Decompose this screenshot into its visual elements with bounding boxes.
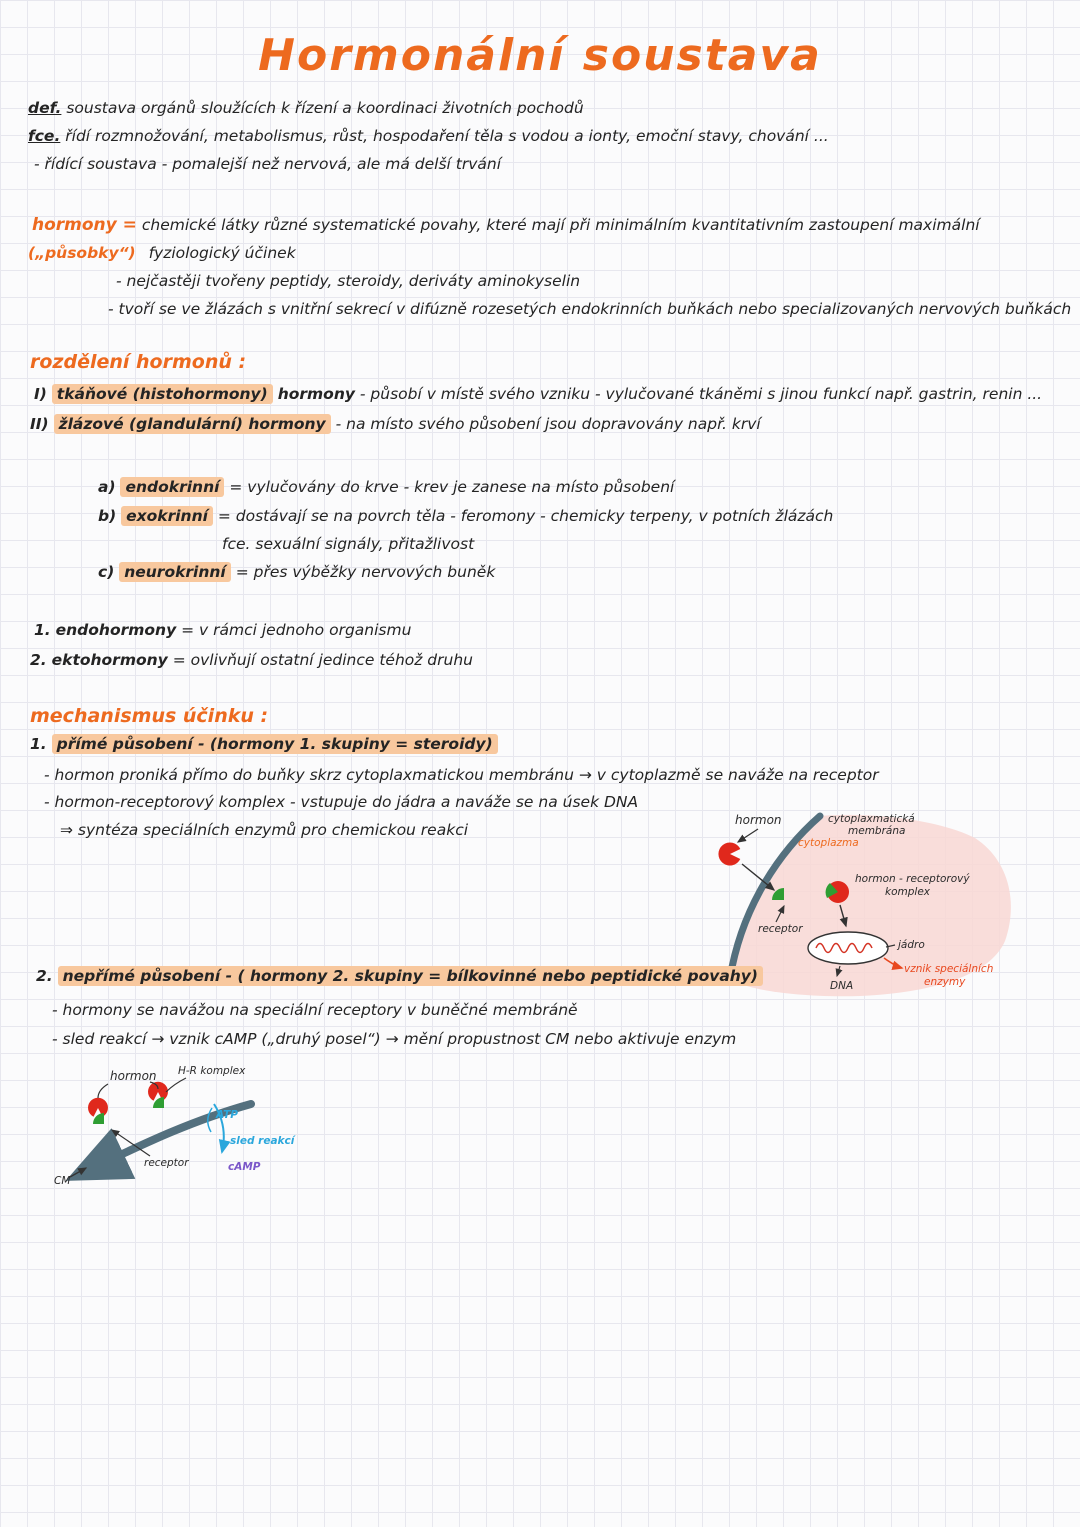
cytoplasm-label: cytoplazma — [798, 837, 859, 849]
neurocrine-text: = přes výběžky nervových buněk — [235, 563, 496, 581]
neurocrine-term: neurokrinní — [119, 562, 231, 582]
exocrine-text: = dostávají se na povrch těla - feromony - chemicky terpeny, v potních žlázách — [217, 507, 834, 525]
letter-c: c) — [98, 563, 115, 581]
exocrine-line — [98, 506, 833, 527]
hormone-shape-2 — [148, 1082, 168, 1101]
hormone-shape-1 — [88, 1098, 108, 1117]
mechanism-number-2: 2. — [36, 967, 53, 985]
direct-action-detail-1: - hormon proniká přímo do buňky skrz cytoplaxmatickou membránu → v cytoplazmě se naváže na receptor — [44, 766, 879, 784]
endohormones-text: = v rámci jednoho organismu — [181, 621, 412, 639]
exocrine-term: exokrinní — [121, 506, 213, 526]
cascade-label: sled reakcí — [230, 1135, 295, 1147]
indirect-action-detail-2: - sled reakcí → vznik cAMP („druhý posel“) → mění propustnost CM nebo aktivuje enzym — [52, 1030, 737, 1048]
hormone-connector-1 — [98, 1084, 108, 1098]
hormones-def2: fyziologický účinek — [148, 244, 296, 262]
hormones-def1: chemické látky různé systematické povahy, které mají při minimálním kvantitativním zastoupení maximální — [141, 216, 980, 234]
indirect-action-term: nepřímé působení - ( hormony 2. skupiny = bílkovinné nebo peptidické povahy) — [58, 966, 763, 986]
endocrine-term: endokrinní — [120, 477, 224, 497]
hr-complex-label: H-R komplex — [178, 1065, 246, 1077]
endocrine-line — [98, 477, 674, 498]
receptor-shape-1 — [93, 1113, 104, 1124]
dna-label: DNA — [830, 980, 854, 992]
gland-hormones-text: - na místo svého působení jsou dopravovány např. krví — [335, 415, 761, 433]
number-2: 2. — [30, 651, 47, 669]
exocrine-subnote: fce. sexuální signály, přitažlivost — [222, 535, 475, 553]
camp-mechanism-svg — [46, 1062, 316, 1197]
complex-label-2: komplex — [885, 886, 930, 898]
receptor-shape-2 — [153, 1097, 164, 1108]
def-label: def. — [28, 99, 62, 117]
ektohormones-text: = ovlivňují ostatní jedince téhož druhu — [172, 651, 473, 669]
membrane-label-1: cytoplaxmatická — [828, 813, 915, 825]
hr-complex-connector — [166, 1078, 186, 1092]
receptor-label: receptor — [144, 1157, 189, 1169]
gland-hormones-term: žlázové (glandulární) hormony — [54, 414, 331, 434]
number-1: 1. — [34, 621, 51, 639]
page-title: Hormonální soustava — [258, 30, 822, 81]
gland-hormones-line — [30, 414, 761, 435]
membrane-label-2: membrána — [848, 825, 906, 837]
indirect-action-detail-1: - hormony se navážou na speciální receptory v buněčné membráně — [52, 1001, 578, 1019]
hormones-term: hormony = — [32, 215, 137, 235]
endohormones-term: endohormony — [55, 621, 177, 639]
hormone-label: hormon — [735, 813, 782, 827]
hormones-term-line — [32, 214, 980, 237]
indirect-action-line — [36, 966, 763, 987]
hormones-alias-line — [28, 243, 296, 264]
direct-action-detail-2: - hormon-receptorový komplex - vstupuje do jádra a naváže se na úsek DNA — [44, 793, 639, 811]
camp-mechanism-diagram — [46, 1062, 316, 1197]
tissue-hormones-word: hormony — [277, 385, 355, 403]
endocrine-text: = vylučovány do krve - krev je zanese na místo působení — [229, 478, 675, 496]
letter-a: a) — [98, 478, 116, 496]
function-line — [28, 126, 829, 147]
def-text: soustava orgánů sloužících k řízení a koordinaci životních pochodů — [66, 99, 584, 117]
direct-action-line — [30, 734, 498, 755]
hormones-alias: („působky“) — [28, 244, 136, 262]
hormone-label: hormon — [110, 1069, 157, 1083]
tissue-hormones-line — [34, 384, 1042, 405]
hormone-pointer-arrow — [738, 829, 758, 842]
roman-numeral-1: I) — [34, 385, 47, 403]
fce-label: fce. — [28, 127, 61, 145]
fce-text: řídí rozmnožování, metabolismus, růst, hospodaření těla s vodou a ionty, emoční stavy, chování ... — [65, 127, 829, 145]
atp-label: ATP — [216, 1109, 238, 1121]
ektohormones-line — [30, 650, 473, 671]
enzyme-label-1: vznik speciálních — [904, 963, 994, 975]
endohormones-line — [34, 620, 411, 641]
roman-numeral-2: II) — [30, 415, 49, 433]
camp-label: cAMP — [228, 1161, 261, 1173]
hormones-bullet-1: - nejčastěji tvořeny peptidy, steroidy, deriváty aminokyselin — [116, 272, 581, 290]
enzyme-label-2: enzymy — [924, 976, 966, 988]
section-heading-classification: rozdělení hormonů : — [30, 351, 247, 373]
neurocrine-line — [98, 562, 495, 583]
nucleus-label: jádro — [898, 939, 925, 951]
tissue-hormones-term: tkáňové (histohormony) — [52, 384, 273, 404]
cm-label: CM — [54, 1175, 71, 1187]
ektohormones-term: ektohormony — [51, 651, 168, 669]
definition-line — [28, 98, 584, 119]
receptor-label: receptor — [758, 923, 803, 935]
hormones-bullet-2: - tvoří se ve žlázách s vnitřní sekrecí v difúzně rozesetých endokrinních buňkách nebo specializovaných nervových buňkách — [108, 300, 1072, 318]
section-heading-mechanism: mechanismus účinku : — [30, 705, 269, 727]
complex-label-1: hormon - receptorový — [855, 873, 970, 885]
letter-b: b) — [98, 507, 117, 525]
tissue-hormones-text: - působí v místě svého vzniku - vylučované tkáněmi s jinou funkcí např. gastrin, renin ... — [359, 385, 1043, 403]
direct-action-term: přímé působení - (hormony 1. skupiny = steroidy) — [52, 734, 498, 754]
direct-action-conclusion: ⇒ syntéza speciálních enzymů pro chemickou reakci — [60, 821, 469, 839]
mechanism-number-1: 1. — [30, 735, 47, 753]
control-system-note: - řídící soustava - pomalejší než nervová, ale má delší trvání — [34, 155, 501, 173]
hormone-shape — [718, 843, 740, 866]
